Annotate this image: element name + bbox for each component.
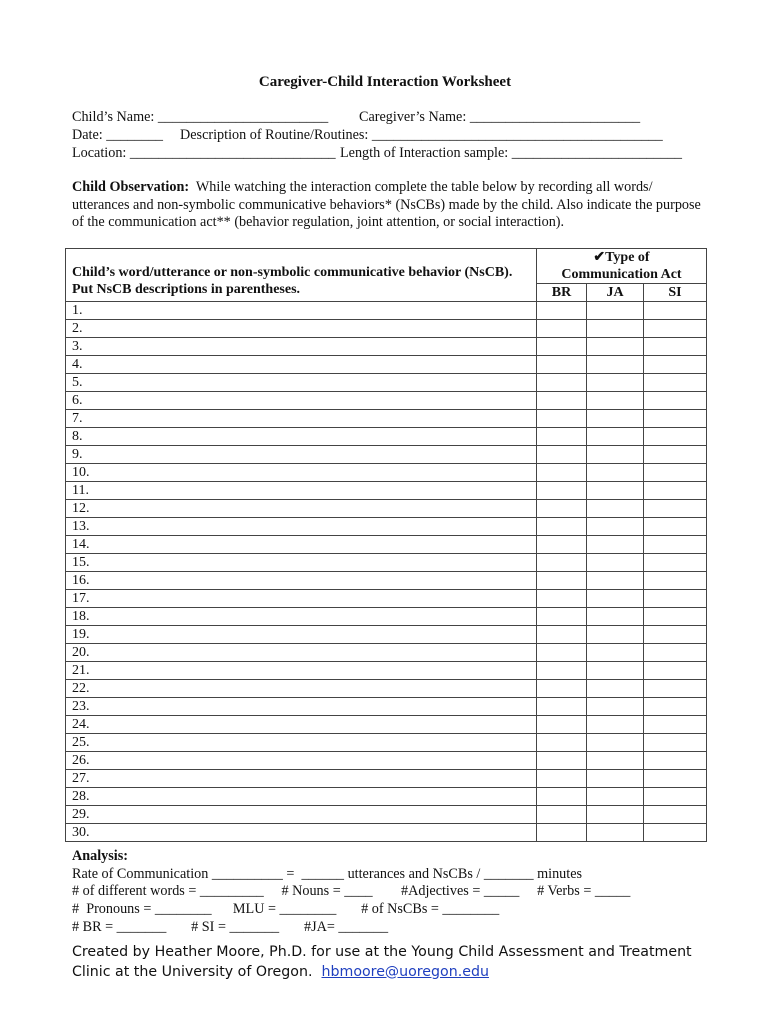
- ja-checkbox-cell[interactable]: [587, 536, 644, 554]
- utterance-cell[interactable]: 1.: [66, 302, 537, 320]
- analysis-heading: Analysis:: [72, 848, 128, 864]
- ja-column-header: JA: [587, 284, 644, 302]
- si-checkbox-cell[interactable]: [644, 518, 707, 536]
- ja-checkbox-cell[interactable]: [587, 806, 644, 824]
- table-row: [66, 500, 707, 518]
- br-checkbox-cell[interactable]: [537, 680, 587, 698]
- si-checkbox-cell[interactable]: [644, 752, 707, 770]
- br-checkbox-cell[interactable]: [537, 302, 587, 320]
- si-checkbox-cell[interactable]: [644, 356, 707, 374]
- table-row: [66, 446, 707, 464]
- pronouns-mlu-line[interactable]: # Pronouns = ________ MLU = ________ # of NsCBs = ________: [72, 901, 500, 917]
- table-row: [66, 824, 707, 842]
- communication-act-header: [537, 249, 707, 284]
- br-checkbox-cell[interactable]: [537, 356, 587, 374]
- utterance-cell[interactable]: 21.: [66, 662, 537, 680]
- si-checkbox-cell[interactable]: [644, 770, 707, 788]
- utterance-cell[interactable]: 24.: [66, 716, 537, 734]
- utterance-cell[interactable]: 5.: [66, 374, 537, 392]
- br-checkbox-cell[interactable]: [537, 482, 587, 500]
- table-row: [66, 590, 707, 608]
- location-field[interactable]: Location: _____________________________: [72, 145, 336, 161]
- si-checkbox-cell[interactable]: [644, 320, 707, 338]
- utterance-cell[interactable]: 26.: [66, 752, 537, 770]
- utterance-cell[interactable]: 19.: [66, 626, 537, 644]
- utterance-cell[interactable]: 2.: [66, 320, 537, 338]
- ja-checkbox-cell[interactable]: [587, 824, 644, 842]
- si-checkbox-cell[interactable]: [644, 410, 707, 428]
- utterance-cell[interactable]: 30.: [66, 824, 537, 842]
- ja-checkbox-cell[interactable]: [587, 644, 644, 662]
- si-checkbox-cell[interactable]: [644, 554, 707, 572]
- utterance-cell[interactable]: 27.: [66, 770, 537, 788]
- br-checkbox-cell[interactable]: [537, 536, 587, 554]
- br-checkbox-cell[interactable]: [537, 824, 587, 842]
- utterance-cell[interactable]: 25.: [66, 734, 537, 752]
- table-row: [66, 302, 707, 320]
- utterance-cell[interactable]: 11.: [66, 482, 537, 500]
- child-observation-label: Child Observation:: [72, 179, 190, 195]
- routine-description-field[interactable]: Description of Routine/Routines: _________________________________________: [180, 127, 663, 143]
- interaction-length-field[interactable]: Length of Interaction sample: ________________________: [340, 145, 683, 161]
- table-header-row: [66, 249, 707, 284]
- si-checkbox-cell[interactable]: [644, 806, 707, 824]
- utterance-cell[interactable]: 28.: [66, 788, 537, 806]
- si-checkbox-cell[interactable]: [644, 482, 707, 500]
- si-checkbox-cell[interactable]: [644, 338, 707, 356]
- utterance-cell[interactable]: 4.: [66, 356, 537, 374]
- br-column-header: BR: [537, 284, 587, 302]
- ja-checkbox-cell[interactable]: [587, 482, 644, 500]
- table-row: [66, 752, 707, 770]
- si-column-header: SI: [644, 284, 707, 302]
- br-checkbox-cell[interactable]: [537, 338, 587, 356]
- utterance-cell[interactable]: 13.: [66, 518, 537, 536]
- si-checkbox-cell[interactable]: [644, 428, 707, 446]
- table-row: [66, 698, 707, 716]
- table-row: [66, 716, 707, 734]
- act-counts-line[interactable]: # BR = _______ # SI = _______ #JA= _______: [72, 919, 389, 935]
- br-checkbox-cell[interactable]: [537, 806, 587, 824]
- utterance-cell[interactable]: 12.: [66, 500, 537, 518]
- ja-checkbox-cell[interactable]: [587, 302, 644, 320]
- table-row: [66, 392, 707, 410]
- si-checkbox-cell[interactable]: [644, 698, 707, 716]
- br-checkbox-cell[interactable]: [537, 770, 587, 788]
- ja-checkbox-cell[interactable]: [587, 392, 644, 410]
- footer-text: Created by Heather Moore, Ph.D. for use at the Young Child Assessment and Treatment Clinic at the University of Oregon.: [72, 944, 692, 980]
- utterance-cell[interactable]: 23.: [66, 698, 537, 716]
- ja-checkbox-cell[interactable]: [587, 338, 644, 356]
- si-checkbox-cell[interactable]: [644, 716, 707, 734]
- ja-checkbox-cell[interactable]: [587, 752, 644, 770]
- utterance-cell[interactable]: 9.: [66, 446, 537, 464]
- ja-checkbox-cell[interactable]: [587, 734, 644, 752]
- si-checkbox-cell[interactable]: [644, 734, 707, 752]
- br-checkbox-cell[interactable]: [537, 734, 587, 752]
- br-checkbox-cell[interactable]: [537, 608, 587, 626]
- utterance-cell[interactable]: 10.: [66, 464, 537, 482]
- si-checkbox-cell[interactable]: [644, 464, 707, 482]
- ja-checkbox-cell[interactable]: [587, 320, 644, 338]
- utterance-cell[interactable]: 22.: [66, 680, 537, 698]
- table-row: [66, 770, 707, 788]
- table-row: [66, 374, 707, 392]
- utterance-cell[interactable]: 6.: [66, 392, 537, 410]
- table-row: [66, 338, 707, 356]
- br-checkbox-cell[interactable]: [537, 698, 587, 716]
- br-checkbox-cell[interactable]: [537, 626, 587, 644]
- br-checkbox-cell[interactable]: [537, 428, 587, 446]
- si-checkbox-cell[interactable]: [644, 662, 707, 680]
- table-row: [66, 464, 707, 482]
- utterance-cell[interactable]: 7.: [66, 410, 537, 428]
- br-checkbox-cell[interactable]: [537, 788, 587, 806]
- ja-checkbox-cell[interactable]: [587, 374, 644, 392]
- br-checkbox-cell[interactable]: [537, 446, 587, 464]
- ja-checkbox-cell[interactable]: [587, 554, 644, 572]
- child-observation-text: While watching the interaction complete the table below by recording all words/ utterances and non-symbolic communicative behaviors* (NsCBs) made by the child. Also indicate the purpose of the communication act** (behavior regulation, joint attention, or social interaction).: [72, 179, 701, 231]
- rate-of-communication-line[interactable]: Rate of Communication __________ = ______ utterances and NsCBs / _______ minutes: [72, 866, 583, 882]
- ja-checkbox-cell[interactable]: [587, 428, 644, 446]
- child-name-field[interactable]: Child’s Name: ________________________: [72, 109, 329, 125]
- br-checkbox-cell[interactable]: [537, 500, 587, 518]
- table-row: [66, 806, 707, 824]
- communication-act-label: Communication Act: [561, 267, 682, 282]
- type-of-label: ✔Type of: [593, 250, 650, 265]
- utterance-cell[interactable]: 17.: [66, 590, 537, 608]
- ja-checkbox-cell[interactable]: [587, 662, 644, 680]
- table-row: [66, 518, 707, 536]
- si-checkbox-cell[interactable]: [644, 608, 707, 626]
- br-checkbox-cell[interactable]: [537, 410, 587, 428]
- ja-checkbox-cell[interactable]: [587, 770, 644, 788]
- br-checkbox-cell[interactable]: [537, 320, 587, 338]
- ja-checkbox-cell[interactable]: [587, 716, 644, 734]
- ja-checkbox-cell[interactable]: [587, 410, 644, 428]
- author-email-link[interactable]: hbmoore@uoregon.edu: [321, 963, 489, 980]
- table-row: [66, 680, 707, 698]
- utterance-cell[interactable]: 3.: [66, 338, 537, 356]
- utterance-cell[interactable]: 29.: [66, 806, 537, 824]
- observation-table: [65, 248, 707, 842]
- table-row: [66, 788, 707, 806]
- utterance-column-header: Child’s word/utterance or non-symbolic communicative behavior (NsCB). Put NsCB descriptions in parentheses.: [66, 249, 537, 302]
- ja-checkbox-cell[interactable]: [587, 608, 644, 626]
- table-row: [66, 662, 707, 680]
- ja-checkbox-cell[interactable]: [587, 698, 644, 716]
- table-row: [66, 482, 707, 500]
- si-checkbox-cell[interactable]: [644, 392, 707, 410]
- table-row: [66, 734, 707, 752]
- ja-checkbox-cell[interactable]: [587, 626, 644, 644]
- footer-credit: [72, 943, 712, 982]
- si-checkbox-cell[interactable]: [644, 302, 707, 320]
- table-row: [66, 356, 707, 374]
- br-checkbox-cell[interactable]: [537, 518, 587, 536]
- word-counts-line[interactable]: # of different words = _________ # Nouns = ____ #Adjectives = _____ # Verbs = _____: [72, 883, 631, 899]
- br-checkbox-cell[interactable]: [537, 716, 587, 734]
- ja-checkbox-cell[interactable]: [587, 572, 644, 590]
- si-checkbox-cell[interactable]: [644, 626, 707, 644]
- br-checkbox-cell[interactable]: [537, 590, 587, 608]
- ja-checkbox-cell[interactable]: [587, 500, 644, 518]
- utterance-cell[interactable]: 15.: [66, 554, 537, 572]
- br-checkbox-cell[interactable]: [537, 392, 587, 410]
- br-checkbox-cell[interactable]: [537, 572, 587, 590]
- table-row: [66, 572, 707, 590]
- si-checkbox-cell[interactable]: [644, 788, 707, 806]
- utterance-cell[interactable]: 18.: [66, 608, 537, 626]
- ja-checkbox-cell[interactable]: [587, 356, 644, 374]
- br-checkbox-cell[interactable]: [537, 554, 587, 572]
- date-field[interactable]: Date: ________: [72, 127, 164, 143]
- br-checkbox-cell[interactable]: [537, 662, 587, 680]
- utterance-cell[interactable]: 8.: [66, 428, 537, 446]
- table-row: [66, 536, 707, 554]
- table-row: [66, 626, 707, 644]
- br-checkbox-cell[interactable]: [537, 644, 587, 662]
- si-checkbox-cell[interactable]: [644, 446, 707, 464]
- ja-checkbox-cell[interactable]: [587, 518, 644, 536]
- ja-checkbox-cell[interactable]: [587, 680, 644, 698]
- caregiver-name-field[interactable]: Caregiver’s Name: ________________________: [359, 109, 641, 125]
- table-row: [66, 608, 707, 626]
- utterance-cell[interactable]: 14.: [66, 536, 537, 554]
- table-row: [66, 320, 707, 338]
- ja-checkbox-cell[interactable]: [587, 590, 644, 608]
- si-checkbox-cell[interactable]: [644, 572, 707, 590]
- utterance-cell[interactable]: 16.: [66, 572, 537, 590]
- ja-checkbox-cell[interactable]: [587, 464, 644, 482]
- worksheet-title: Caregiver-Child Interaction Worksheet: [258, 74, 512, 90]
- br-checkbox-cell[interactable]: [537, 374, 587, 392]
- si-checkbox-cell[interactable]: [644, 824, 707, 842]
- si-checkbox-cell[interactable]: [644, 536, 707, 554]
- si-checkbox-cell[interactable]: [644, 500, 707, 518]
- table-row: [66, 554, 707, 572]
- child-observation-instructions: [72, 179, 702, 232]
- table-row: [66, 644, 707, 662]
- utterance-cell[interactable]: 20.: [66, 644, 537, 662]
- ja-checkbox-cell[interactable]: [587, 788, 644, 806]
- si-checkbox-cell[interactable]: [644, 644, 707, 662]
- si-checkbox-cell[interactable]: [644, 374, 707, 392]
- table-row: [66, 428, 707, 446]
- br-checkbox-cell[interactable]: [537, 464, 587, 482]
- ja-checkbox-cell[interactable]: [587, 446, 644, 464]
- table-row: [66, 410, 707, 428]
- si-checkbox-cell[interactable]: [644, 590, 707, 608]
- br-checkbox-cell[interactable]: [537, 752, 587, 770]
- si-checkbox-cell[interactable]: [644, 680, 707, 698]
